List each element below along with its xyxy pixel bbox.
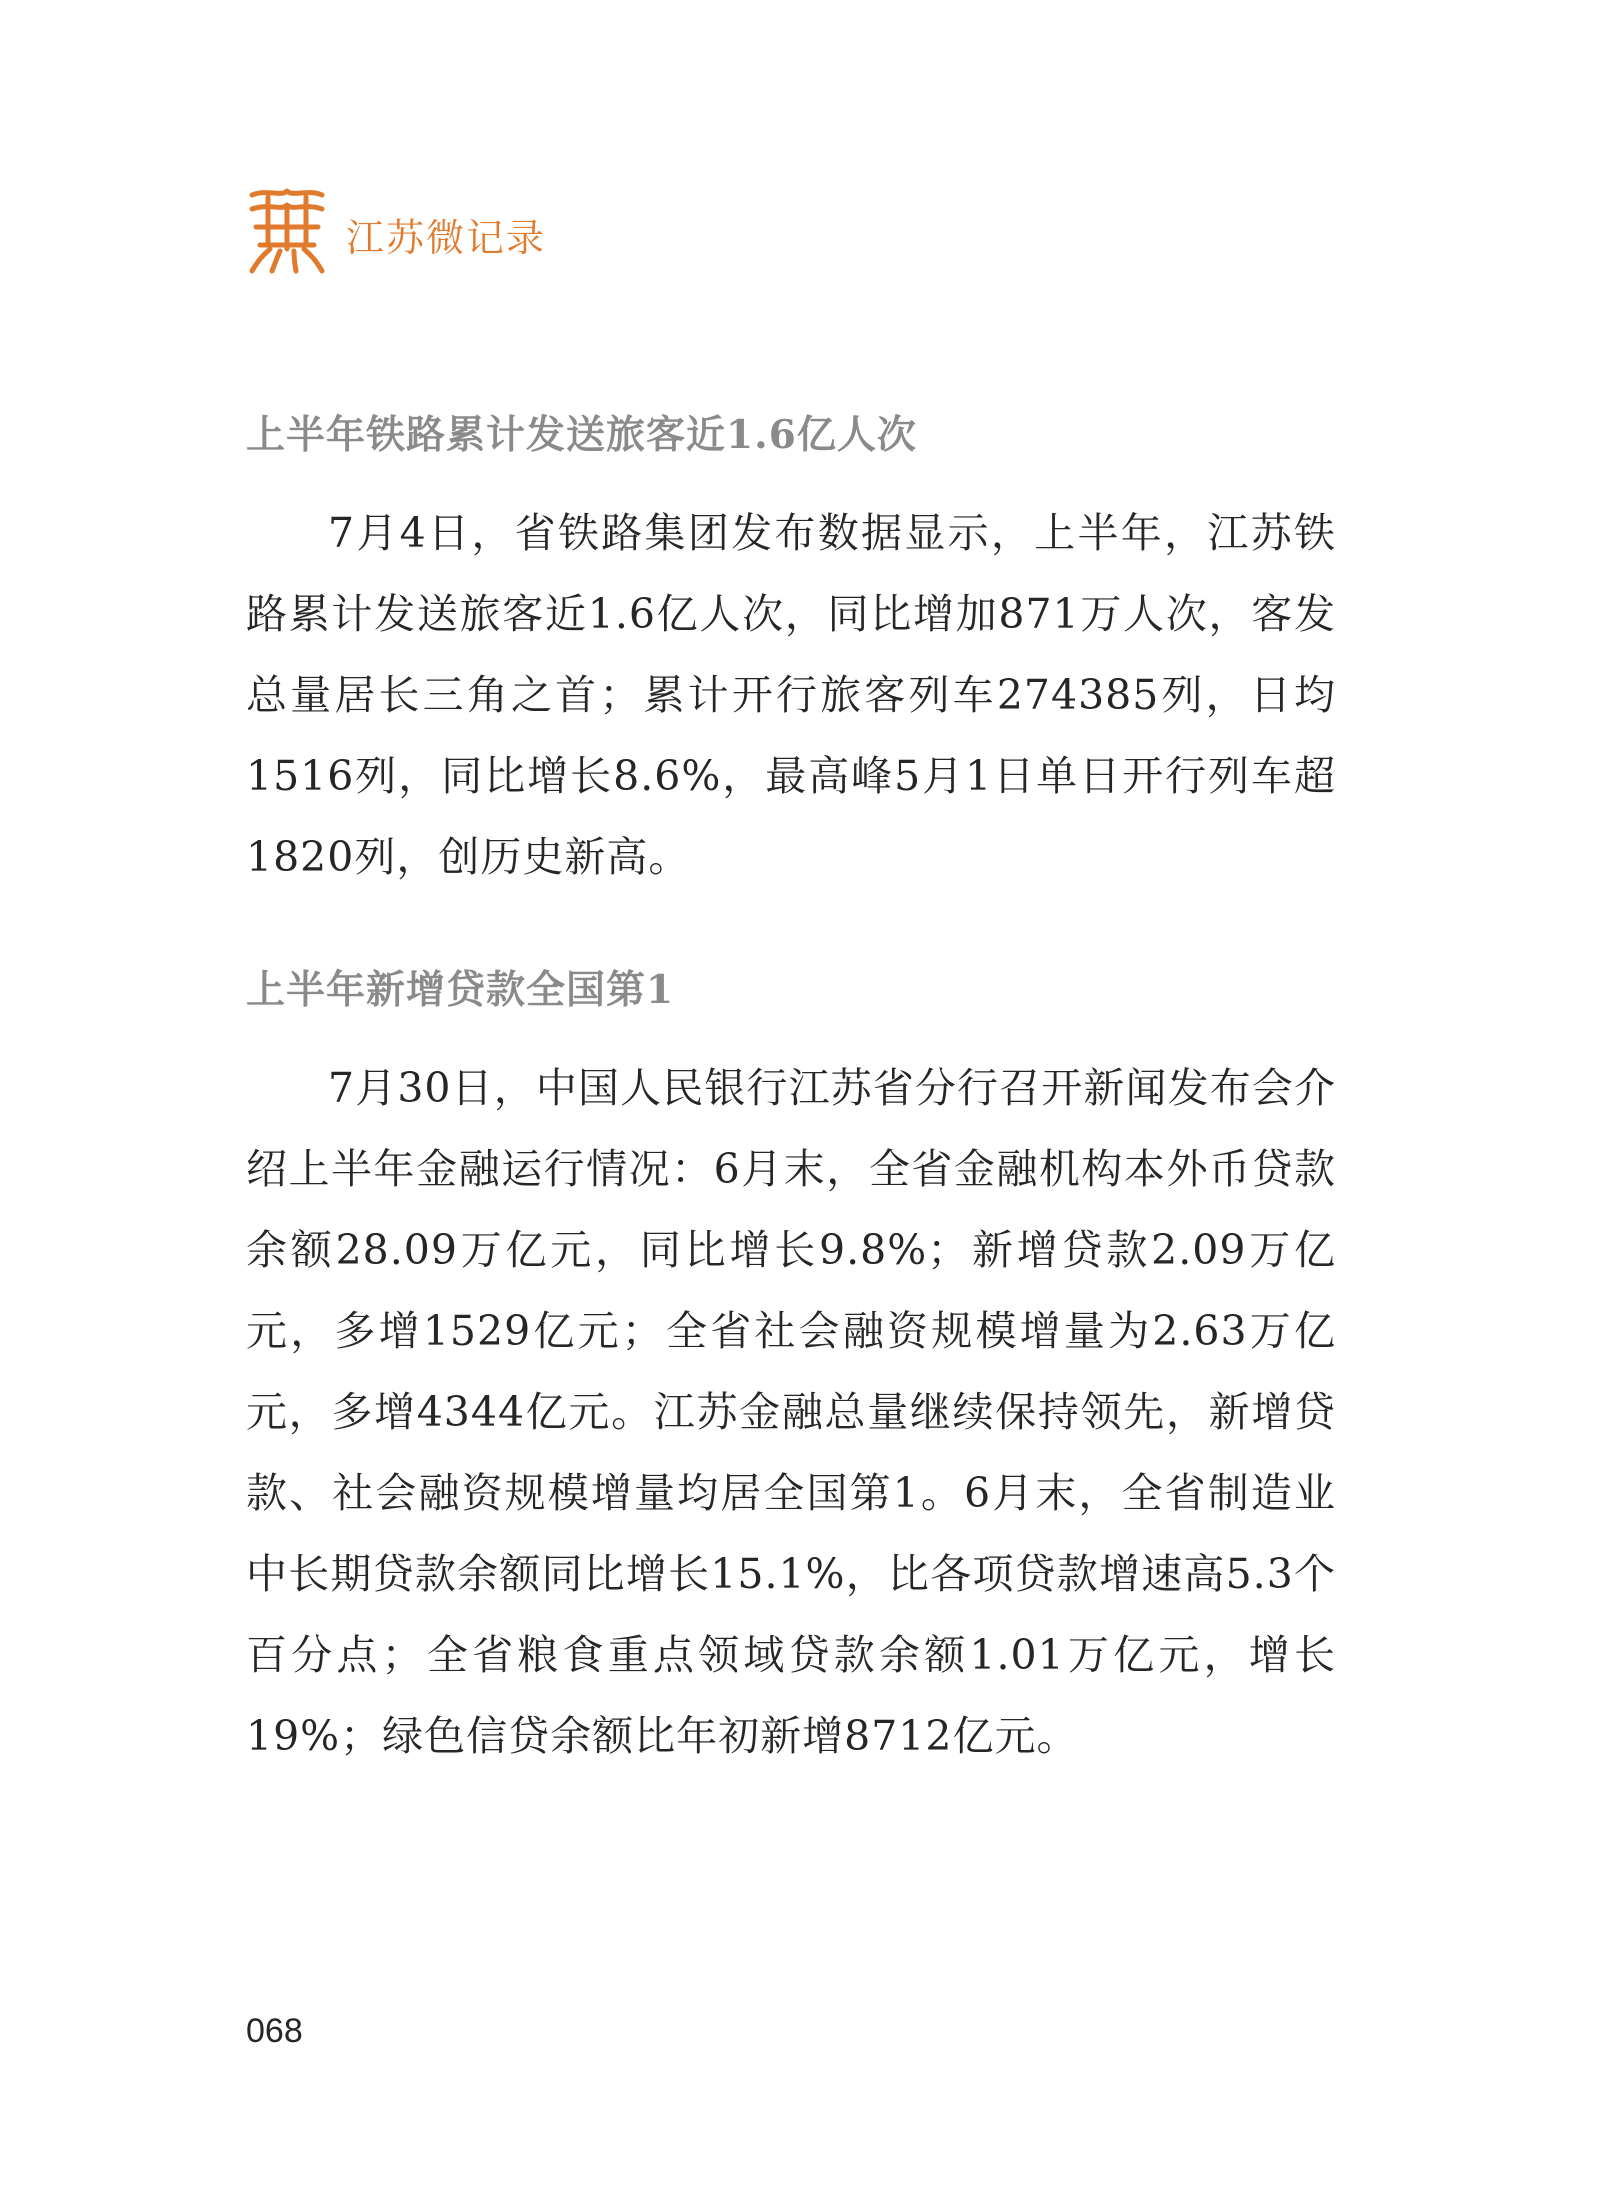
- article-railway: [246, 405, 1336, 898]
- article-headline: 上半年铁路累计发送旅客近1.6亿人次: [246, 412, 917, 458]
- page-header: [246, 186, 546, 276]
- article-body: 7月4日，省铁路集团发布数据显示，上半年，江苏铁路累计发送旅客近1.6亿人次，同比增加871万人次，客发总量居长三角之首；累计开行旅客列车274385列，日均1516列，同比增长8.6%，最高峰5月1日单日开行列车超1820列，创历史新高。: [246, 509, 1336, 881]
- column-title: 江苏微记录: [346, 215, 547, 260]
- article-headline: 上半年新增贷款全国第1: [246, 967, 675, 1013]
- article-body: 7月30日，中国人民银行江苏省分行召开新闻发布会介绍上半年金融运行情况：6月末，全省金融机构本外币贷款余额28.09万亿元，同比增长9.8%；新增贷款2.09万亿元，多增1529亿元；全省社会融资规模增量为2.63万亿元，多增4344亿元。江苏金融总量继续保持领先，新增贷款、社会融资规模增量均居全国第1。6月末，全省制造业中长期贷款余额同比增长15.1%，比各项贷款增速高5.3个百分点；全省粮食重点领域贷款余额1.01万亿元，增长19%；绿色信贷余额比年初新增8712亿元。: [246, 1064, 1336, 1760]
- page-number: 068: [246, 2012, 303, 2050]
- jiangsu-emblem-icon: [246, 187, 328, 275]
- article-loans: [246, 960, 1336, 1777]
